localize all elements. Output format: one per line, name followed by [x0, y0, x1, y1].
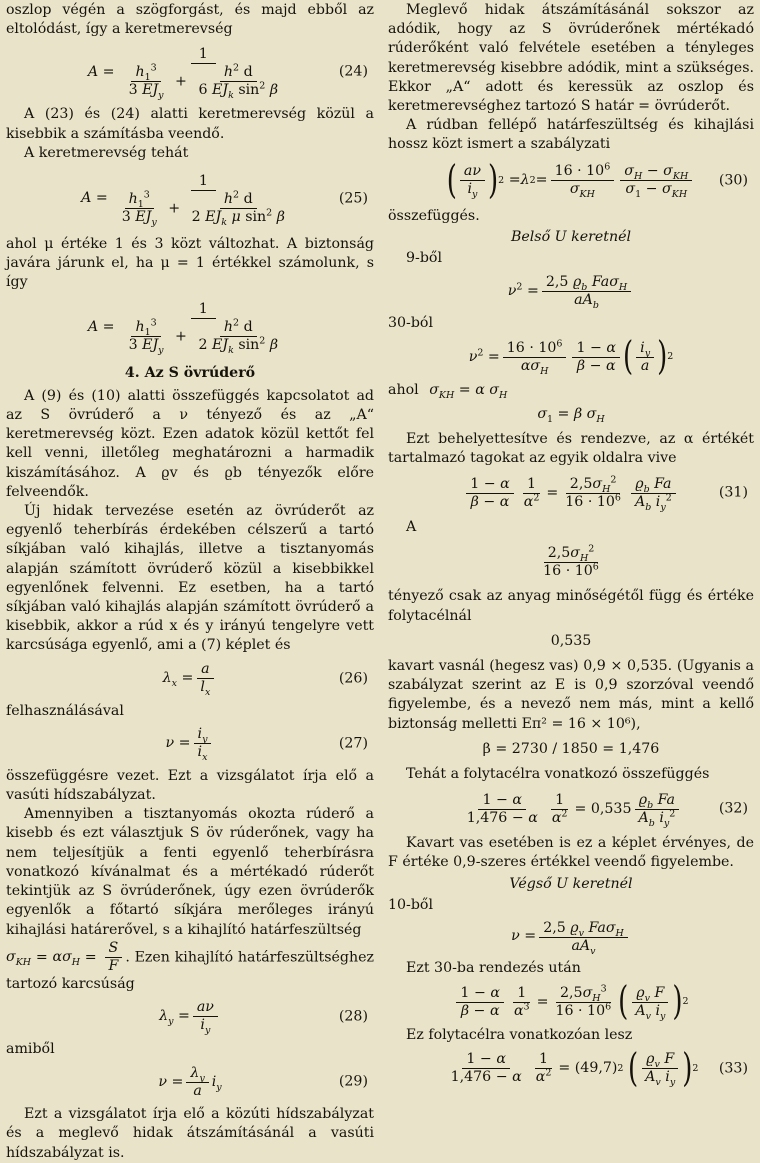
equation-number: (33): [718, 1059, 748, 1076]
equation-number: (30): [718, 172, 748, 189]
paragraph: összefüggésre vezet. Ezt a vizsgálatot írja elő a vasúti hídszabályzat.: [6, 767, 374, 804]
equation-number: (25): [338, 190, 368, 207]
equation-29: ν = $\frac{\lambda_y}{a}$ $i_y$ (29): [158, 1064, 368, 1099]
equation-26: $\lambda_x$ = $\frac{a}{l_x}$ (26): [162, 661, 368, 698]
equation-number: (27): [338, 735, 368, 752]
equation-number: (29): [338, 1073, 368, 1090]
paragraph: ahol μ értéke 1 és 3 közt változhat. A biztonság javára járunk el, ha μ = 1 értékkel számolunk, s így: [6, 236, 374, 291]
equation-number: (24): [338, 63, 368, 80]
paragraph: A rúdban fellépő határfeszültség és kihajlási hossz közt ismert a szabályzati: [388, 117, 754, 153]
equation-31: $\frac{1 - \alpha}{\beta - \alpha}$ $\frac{1}{\alpha^2}$ = $\frac{2,5\sigma_H^2}{16 \cdot 10^6}$ $\frac{ϱ_b Fa}{A_b i_y^2}$ (31): [388, 471, 754, 515]
right-column: [388, 0, 754, 1103]
paragraph: Amennyiben a tisztanyomás okozta rúderő a kisebb és ezt választjuk S öv rúderőnek, vagy ha nem teljesítjük a fenti egyenlő teherbírásra vonatkozó kívánalmat és a mértékadó rúderőt tekintjük az S övrúderőnek, úgy ezen övrúderők egyenlők a főtartó síkjára merőleges irányú kihajlási határerővel, s a kihajlító határfeszültség: [6, 806, 374, 938]
paragraph: Új hidak tervezése esetén az övrúderőt az egyenlő teherbírás érdekében célszerű a tartó síkjában való kihajlás, illetve a tisztanyomás alapján számított övrúderő közül a kisebbikkel egyenlőnek felvenni. Ez esetben, ha a tartó síkjában való kihajlás alapján számított övrúderő a kisebbik, akkor a rúd x és y irányú tengelyre vett karcsúsága egyenlő, ami a (7) képlet és: [6, 503, 374, 654]
paragraph: Meglevő hidak átszámításánál sokszor az adódik, hogy az S övrúderőnek mértékadó rúderőként való felvétele esetében a tényleges keretmerevség kisebbre adódik, mint a szükséges. Ekkor „A“ adott és keressük az oszlop és keretmerevséghez tartozó S határ = övrúderőt.: [388, 2, 754, 115]
equation-30: ( $\frac{a\nu}{i_y}$ ) 2 = λ 2 = $\frac{16 \cdot 10^6}{\sigma_{KH}}$ $\frac{\sigma_H - \sigma_{KH}}{\sigma_1 - \sigma_{KH}}$ (30): [446, 158, 748, 204]
subsection-title: Végső U keretnél: [509, 875, 633, 892]
equation-beta: β = 2730 / 1850 = 1,476: [482, 740, 660, 757]
paragraph: ahol $\sigma_{KH} = \alpha$ $\sigma_H$: [388, 382, 508, 402]
equation-nu2-a: $\nu^2$ = $\frac{2,5 ϱ_b Fa\sigma_H}{aA_b}$: [388, 271, 754, 311]
paragraph: 10-ből: [388, 896, 434, 913]
paragraph: Kavart vas esetében is ez a képlet érvényes, de F értéke 0,9-szeres értékkel veendő figyelembe.: [388, 835, 754, 871]
paragraph: kavart vasnál (hegesz vas) 0,9 × 0,535. (Ugyanis a szabályzat szerint az E is 0,9 szorzóval veendő figyelembe, és a nevező nem más, mint a kellő biztonság melletti Eπ² = 16 × 10⁶),: [388, 658, 754, 732]
paragraph: Tehát a folytacélra vonatkozó összefüggés: [406, 766, 710, 783]
paragraph: oszlop végén a szögforgást, és majd ebből az eltolódást, így a keretmerevség: [6, 2, 374, 38]
paragraph: tényező csak az anyag minőségétől függ és értéke folytacélnál: [388, 588, 754, 624]
paragraph-continuation: Ezen kihajlító határfeszültséghez tartozó karcsúság: [6, 949, 374, 992]
equation-number: (28): [338, 1008, 368, 1025]
left-column: [6, 0, 374, 1161]
equation-25: A = 1 $\frac{h_1^3}{3 EJ_y}$ + $\frac{h^2 d}{2 EJ_k \mu \sin^2 \beta}$ (25): [81, 172, 368, 228]
paragraph: Ezt a vizsgálatot írja elő a közúti hídszabályzat és a meglevő hidak átszámításánál a vasúti hídszabályzat is.: [6, 1106, 374, 1161]
paragraph: 30-ból: [388, 315, 434, 332]
equation-number: (26): [338, 670, 368, 687]
paragraph: összefüggés.: [388, 207, 480, 224]
equation-number: (31): [718, 484, 748, 501]
paragraph: A (23) és (24) alatti keretmerevség közül a kisebbik a számításba veendő.: [6, 106, 374, 142]
equation-33: $\frac{1 - \alpha}{1,476 - \alpha}$ $\frac{1}{\alpha^2}$ = (49,7) 2 ( $\frac{ϱ_v F}{A_v i_y}$ ) 2 (33): [450, 1046, 748, 1091]
paragraph: amiből: [6, 1040, 55, 1057]
section-title: 4. Az S övrúderő: [124, 364, 256, 381]
paragraph: A: [406, 519, 417, 536]
equation-nu2-b: $\nu^2$ = $\frac{16 \cdot 10^6}{\alpha\sigma_H}$ $\frac{1 - \alpha}{\beta - \alpha}$ ( $\frac{i_y}{a}$ ) 2: [468, 334, 674, 380]
paragraph: $\sigma_{KH} = \alpha\sigma_H$ = $\frac{S}{F}$ . Ezen kihajlító határfeszültséghez tartozó karcsúság: [6, 939, 374, 992]
paragraph: A keretmerevség tehát: [24, 144, 189, 161]
subsection-title: Belső U keretnél: [510, 228, 632, 245]
equation-28: $\lambda_y$ = $\frac{a\nu}{i_y}$ (28): [159, 999, 368, 1037]
equation-nu-final: ν = $\frac{2,5 ϱ_v Fa\sigma_H}{aA_v}$: [388, 918, 754, 956]
equation-32: $\frac{1 - \alpha}{1,476 - \alpha}$ $\frac{1}{\alpha^2}$ = 0,535 $\frac{ϱ_b Fa}{A_b i_y^2}$ (32): [466, 791, 748, 829]
paragraph: Ezt behelyettesítve és rendezve, az α értékét tartalmazó tagokat az egyik oldalra vive: [388, 430, 754, 467]
paragraph: Ezt 30-ba rendezés után: [406, 960, 581, 977]
equation-a-final: A = 1 $\frac{h_1^3}{3 EJ_y}$ + $\frac{h^2 d}{2 EJ_k \sin^2 \beta}$: [87, 301, 279, 356]
equation-sigma1: $\sigma_1 = \beta$ $\sigma_H$: [537, 405, 605, 425]
equation-24: A = 1 $\frac{h_1^3}{3 EJ_y}$ + $\frac{h^2 d}{6 EJ_k \sin^2 \beta}$ (24): [87, 45, 368, 101]
value: 0,535: [550, 632, 592, 649]
paragraph: 9-ből: [406, 250, 442, 267]
equation-rearranged: $\frac{1 - \alpha}{\beta - \alpha}$ $\frac{1}{\alpha^3}$ = $\frac{2,5\sigma_H^3}{16 \cdot 10^6}$ ( $\frac{ϱ_v F}{A_v i_y}$ ) 2: [388, 981, 754, 1023]
paragraph: Ez folytacélra vonatkozóan lesz: [406, 1027, 633, 1044]
equation-factor: $\frac{2,5\sigma_H^2}{16 \cdot 10^6}$: [543, 543, 599, 579]
ahol-label: ahol: [388, 382, 419, 399]
equation-number: (32): [718, 800, 748, 817]
paragraph: A (9) és (10) alatti összefüggés kapcsolatot ad az S övrúderő a ν tényező és az „A“ keretmerevség közt. Ezen adatok közül kettőt fel kell venni, illetőleg meghatározni a harmadik kiszámításához. A ϱv és ϱb tényezők előre felveendők.: [6, 387, 374, 500]
equation-27: ν = $\frac{i_y}{i_x}$ (27): [165, 726, 368, 764]
paragraph: felhasználásával: [6, 702, 124, 719]
